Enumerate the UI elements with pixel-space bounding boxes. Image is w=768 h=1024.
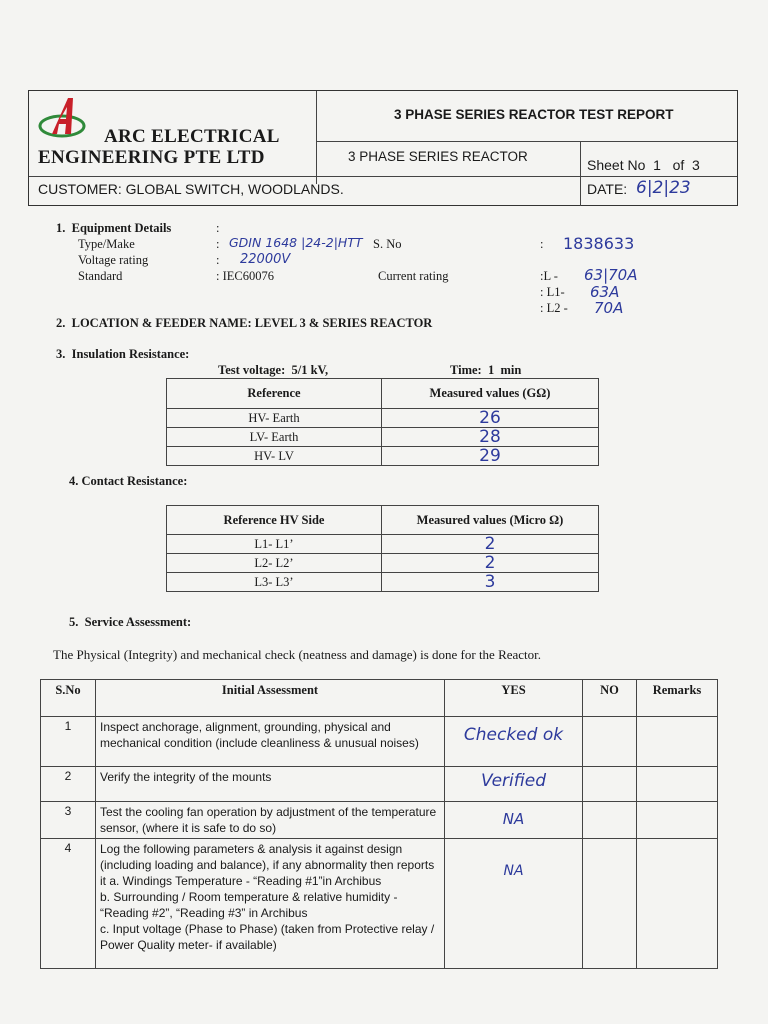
l1-label: : L1- [540, 285, 565, 299]
l-label: :L - [540, 269, 558, 283]
contact-val: 3 [382, 573, 599, 592]
service-intro: The Physical (Integrity) and mechanical check (neatness and damage) is done for the Reactor. [53, 647, 542, 662]
location-heading: 2. LOCATION & FEEDER NAME: LEVEL 3 & SERIES REACTOR [56, 316, 433, 330]
contact-val: 2 [382, 554, 599, 573]
contact-val: 2 [382, 535, 599, 554]
standard-value: : IEC60076 [216, 269, 274, 283]
test-time: Time: 1 min [450, 363, 522, 377]
insulation-heading: 3. Insulation Resistance: [56, 347, 190, 361]
insulation-col-value: Measured values (GΩ) [382, 379, 599, 409]
contact-col-reference: Reference HV Side [167, 506, 382, 535]
service-remarks [637, 802, 718, 839]
insulation-ref: HV- LV [167, 447, 382, 466]
table-row [41, 767, 718, 802]
report-subtitle: 3 PHASE SERIES REACTOR [348, 149, 528, 164]
sheet-number: Sheet No 1 of 3 [587, 157, 700, 173]
service-col-initial: Initial Assessment [96, 680, 445, 717]
service-sno: 1 [41, 717, 96, 767]
service-no [583, 802, 637, 839]
header-divider-vertical [316, 91, 317, 184]
service-sno: 2 [41, 767, 96, 802]
contact-heading: 4. Contact Resistance: [69, 474, 188, 488]
service-sno: 3 [41, 802, 96, 839]
insulation-val: 29 [382, 447, 599, 466]
company-name-line2: ENGINEERING PTE LTD [38, 147, 265, 168]
service-col-remarks: Remarks [637, 680, 718, 717]
service-desc: Inspect anchorage, alignment, grounding, physical and mechanical condition (include cleanliness & unusual noises) [96, 717, 445, 767]
date-value: 6|2|23 [636, 178, 691, 198]
insulation-val: 26 [382, 409, 599, 428]
contact-col-value: Measured values (Micro Ω) [382, 506, 599, 535]
standard-label: Standard [78, 269, 123, 283]
table-row [167, 554, 599, 573]
contact-ref: L3- L3’ [167, 573, 382, 592]
service-yes: Verified [445, 767, 583, 802]
service-desc: Test the cooling fan operation by adjustment of the temperature sensor, (where it is safe to do so) [96, 802, 445, 839]
service-col-sno: S.No [41, 680, 96, 717]
service-remarks [637, 839, 718, 969]
service-remarks [637, 767, 718, 802]
table-row [167, 447, 599, 466]
l1-value: 63A [590, 283, 620, 301]
sno-colon: : [540, 237, 544, 251]
service-desc: Verify the integrity of the mounts [96, 767, 445, 802]
company-logo [38, 94, 100, 140]
header-divider-mid [316, 141, 737, 142]
test-voltage: Test voltage: 5/1 kV, [218, 363, 329, 377]
service-heading: 5. Service Assessment: [69, 615, 192, 629]
contact-ref: L2- L2’ [167, 554, 382, 573]
type-label: Type/Make [78, 237, 135, 251]
insulation-ref: HV- Earth [167, 409, 382, 428]
insulation-col-reference: Reference [167, 379, 382, 409]
company-name-line1: ARC ELECTRICAL [104, 126, 280, 147]
table-row [41, 717, 718, 767]
table-row [41, 839, 718, 969]
service-col-no: NO [583, 680, 637, 717]
header-divider-sheet [580, 141, 581, 206]
service-remarks [637, 717, 718, 767]
table-row [167, 535, 599, 554]
date-label: DATE: [587, 181, 628, 197]
table-row [167, 573, 599, 592]
l2-value: 70A [594, 299, 624, 317]
service-yes: NA [445, 839, 583, 969]
current-rating-label: Current rating [378, 269, 449, 283]
service-no [583, 839, 637, 969]
table-row [41, 802, 718, 839]
type-colon: : [216, 237, 220, 251]
equipment-colon-heading: : [216, 221, 220, 235]
service-yes: NA [445, 802, 583, 839]
voltage-colon: : [216, 253, 220, 267]
insulation-ref: LV- Earth [167, 428, 382, 447]
type-value: GDIN 1648 |24-2|HTT [229, 235, 363, 250]
insulation-val: 28 [382, 428, 599, 447]
report-title: 3 PHASE SERIES REACTOR TEST REPORT [394, 107, 674, 122]
sno-label: S. No [373, 237, 402, 251]
contact-ref: L1- L1’ [167, 535, 382, 554]
service-desc: Log the following parameters & analysis it against design (including loading and balance), if any abnormality then reports it a. Windings Temperature - “Reading #1”in Archibus b. Surrounding / Room temperature & relative humidity - “Reading #2”, “Reading #3” in Archibus c. Input voltage (Phase to Phase) (taken from Protective relay / Power Quality meter- if available) [96, 839, 445, 969]
insulation-table [166, 378, 599, 466]
equipment-heading: 1. Equipment Details [56, 221, 172, 235]
contact-table [166, 505, 599, 592]
header-divider-bottom [29, 176, 737, 177]
customer-line: CUSTOMER: GLOBAL SWITCH, WOODLANDS. [38, 181, 344, 197]
service-sno: 4 [41, 839, 96, 969]
service-no [583, 717, 637, 767]
voltage-label: Voltage rating [78, 253, 149, 267]
table-row [167, 428, 599, 447]
sno-value: 1838633 [563, 234, 635, 253]
l-value: 63|70A [584, 266, 638, 284]
l2-label: : L2 - [540, 301, 568, 315]
service-yes: Checked ok [445, 717, 583, 767]
voltage-value: 22000V [240, 252, 291, 267]
service-no [583, 767, 637, 802]
table-row [167, 409, 599, 428]
service-table [40, 679, 718, 969]
service-col-yes: YES [445, 680, 583, 717]
